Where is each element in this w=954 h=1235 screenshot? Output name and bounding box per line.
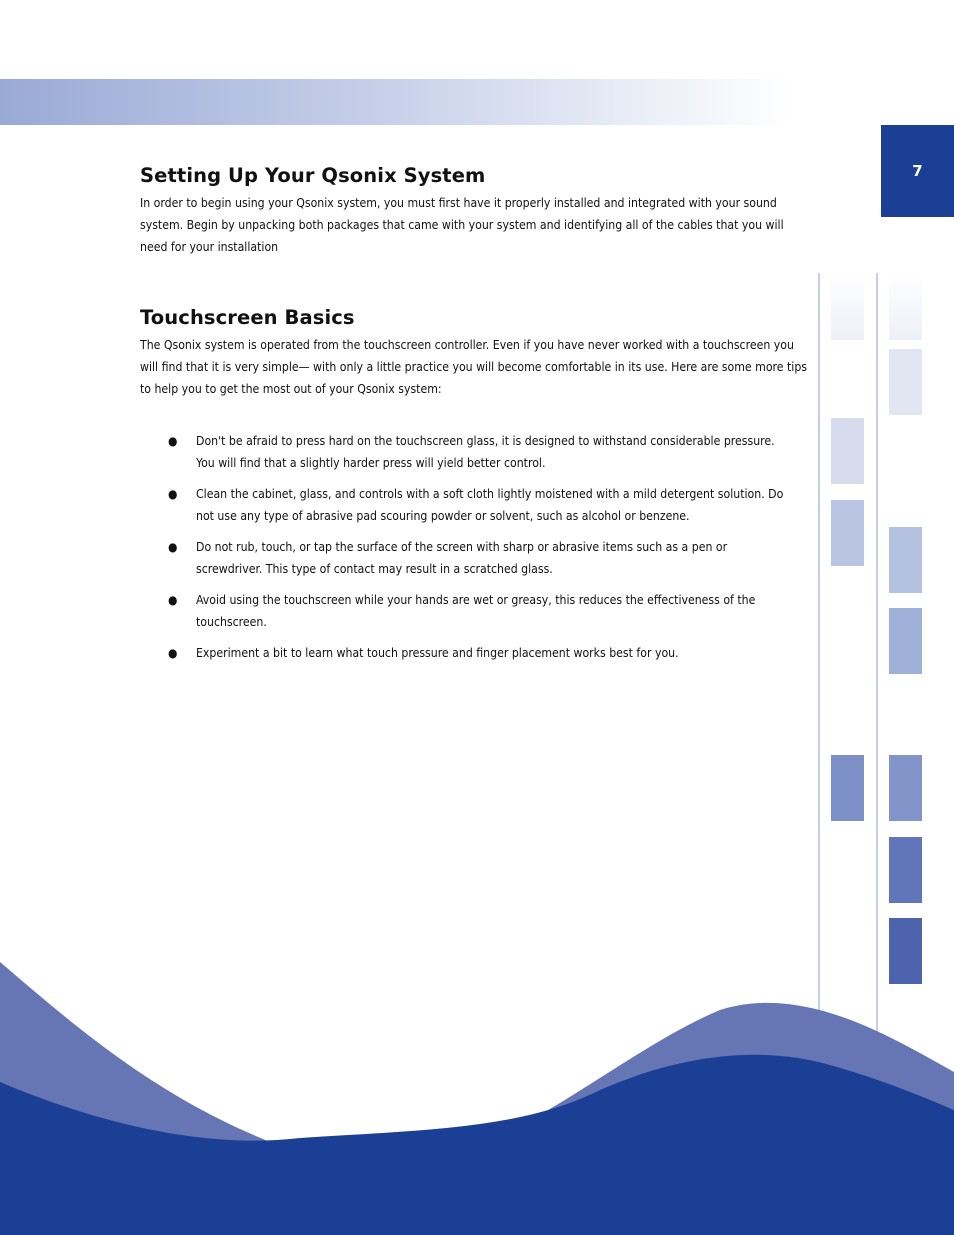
main-content (140, 160, 812, 673)
section-paragraph-touchscreen: The Qsonix system is operated from the touchscreen controller. Even if you have never worked with a touchscreen you will find that it is very simple— with only a little practice you will become comfortable in its use. Here are some more tips to help you to get the most out of your Qsonix system: (140, 338, 808, 396)
tip-text: Do not rub, touch, or tap the surface of the screen with sharp or abrasive items such as a pen or screwdriver. This type of contact may result in a scratched glass. (196, 540, 728, 576)
tip-text: Experiment a bit to learn what touch pressure and finger placement works best for you. (196, 646, 679, 660)
bullet-icon: ● (168, 593, 178, 607)
bullet-icon: ● (168, 646, 178, 660)
section-paragraph-setup: In order to begin using your Qsonix system, you must first have it properly installed and integrated with your sound system. Begin by unpacking both packages that came with your system and identifying all of the cables that you will need for your installation (140, 196, 784, 254)
tip-text: Avoid using the touchscreen while your hands are wet or greasy, this reduces the effectiveness of the touchscreen. (196, 593, 756, 629)
section-heading-setup: Setting Up Your Qsonix System (140, 164, 486, 187)
tip-text: Clean the cabinet, glass, and controls with a soft cloth lightly moistened with a mild detergent solution. Do not use any type of abrasive pad scouring powder or solvent, such as alcohol or benzene. (196, 487, 784, 523)
list-item (140, 483, 796, 527)
list-item (140, 589, 796, 633)
bullet-icon: ● (168, 434, 178, 448)
page-number: 7 (912, 162, 923, 180)
list-item (140, 536, 796, 580)
list-item (140, 430, 796, 474)
tips-list (140, 430, 812, 664)
section-heading-touchscreen: Touchscreen Basics (140, 306, 355, 329)
bullet-icon: ● (168, 487, 178, 501)
list-item (140, 642, 796, 664)
bullet-icon: ● (168, 540, 178, 554)
tip-text: Don't be afraid to press hard on the touchscreen glass, it is designed to withstand considerable pressure. You will find that a slightly harder press will yield better control. (196, 434, 775, 470)
